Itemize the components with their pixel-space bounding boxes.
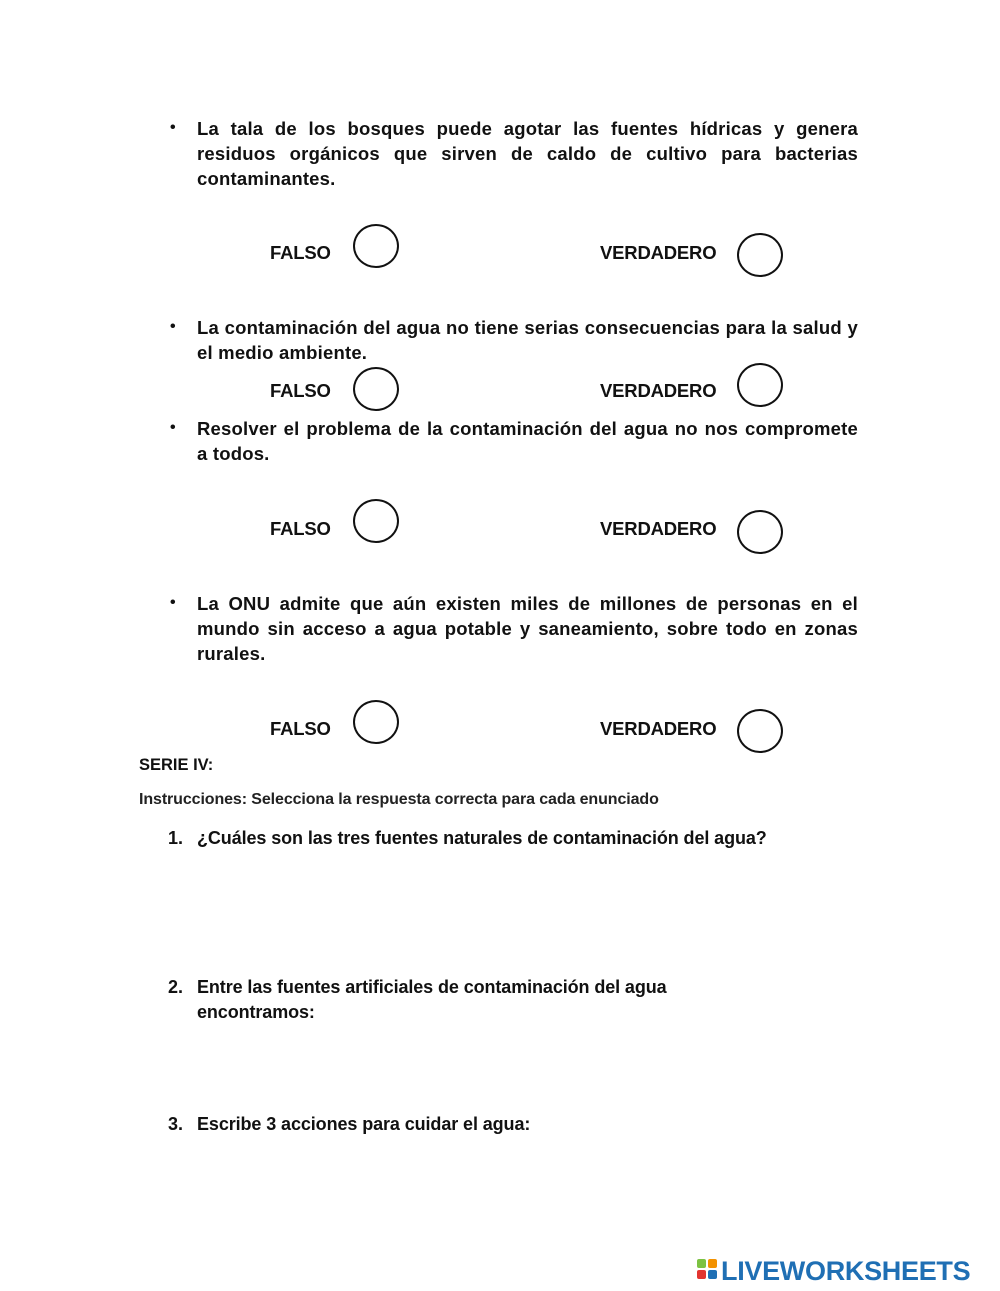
statement-2-false-circle[interactable] bbox=[353, 367, 399, 411]
question-2-text-line1: Entre las fuentes artificiales de contaminación del agua bbox=[197, 977, 667, 997]
statement-4-false-label: FALSO bbox=[270, 718, 331, 739]
question-1-text: ¿Cuáles son las tres fuentes naturales de contaminación del agua? bbox=[197, 828, 767, 848]
statement-1-false-circle[interactable] bbox=[353, 224, 399, 268]
statement-1-false-label: FALSO bbox=[270, 242, 331, 263]
statement-4-text: La ONU admite que aún existen miles de millones de personas en el mundo sin acceso a agua potable y saneamiento, sobre todo en zonas rurales. bbox=[197, 593, 858, 664]
bullet bbox=[170, 123, 180, 133]
question-2-number: 2. bbox=[168, 977, 184, 997]
statement-3-true-label: VERDADERO bbox=[600, 518, 717, 539]
serie-instructions: Instrucciones: Selecciona la respuesta correcta para cada enunciado bbox=[139, 791, 659, 808]
statement-1-text: La tala de los bosques puede agotar las fuentes hídricas y genera residuos orgánicos que sirven de caldo de cultivo para bacterias contaminantes. bbox=[197, 118, 858, 189]
statement-2-false-label: FALSO bbox=[270, 380, 331, 401]
statement-3-text: Resolver el problema de la contaminación del agua no nos compromete a todos. bbox=[197, 418, 858, 464]
bullet bbox=[170, 598, 180, 608]
statement-4-true-circle[interactable] bbox=[737, 709, 783, 753]
statement-1-true-circle[interactable] bbox=[737, 233, 783, 277]
statement-2-true-circle[interactable] bbox=[737, 363, 783, 407]
bullet bbox=[170, 423, 180, 433]
statement-2-true-label: VERDADERO bbox=[600, 380, 717, 401]
question-3-text: Escribe 3 acciones para cuidar el agua: bbox=[197, 1114, 531, 1134]
statement-3-false-label: FALSO bbox=[270, 518, 331, 539]
liveworksheets-logo bbox=[697, 1256, 970, 1286]
bullet bbox=[170, 322, 180, 332]
logo-text: LIVEWORKSHEETS bbox=[721, 1255, 971, 1286]
serie-title: SERIE IV: bbox=[139, 756, 214, 774]
statement-2-text: La contaminación del agua no tiene serias consecuencias para la salud y el medio ambiente. bbox=[197, 317, 858, 363]
question-2-text-line2: encontramos: bbox=[197, 1002, 315, 1022]
question-1-number: 1. bbox=[168, 828, 184, 848]
statement-3-true-circle[interactable] bbox=[737, 510, 783, 554]
statement-4-true-label: VERDADERO bbox=[600, 718, 717, 739]
statement-3-false-circle[interactable] bbox=[353, 499, 399, 543]
statement-1-true-label: VERDADERO bbox=[600, 242, 717, 263]
question-3-number: 3. bbox=[168, 1114, 184, 1134]
liveworksheets-logo-icon bbox=[697, 1259, 719, 1283]
statement-4-false-circle[interactable] bbox=[353, 700, 399, 744]
